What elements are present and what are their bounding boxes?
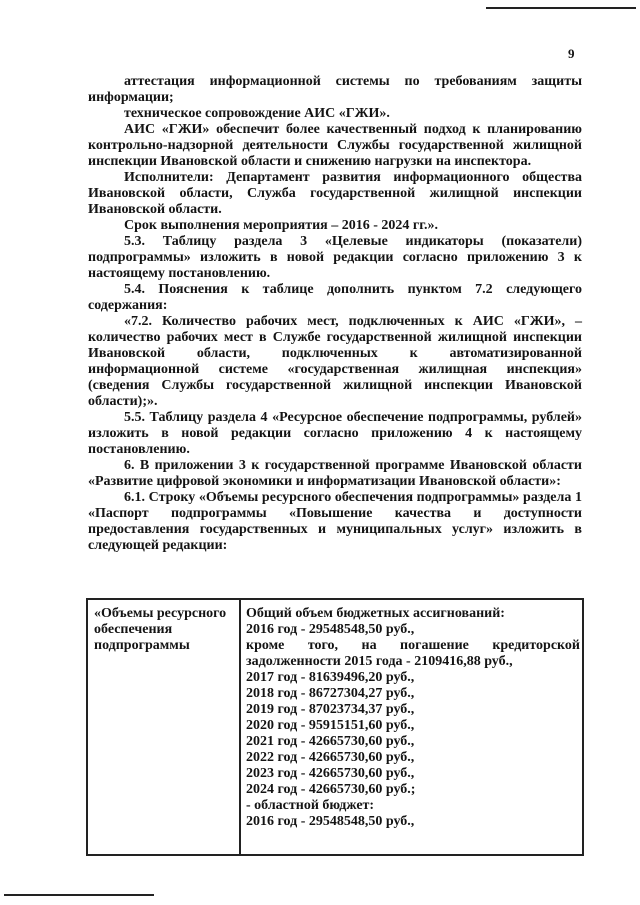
paragraph: «7.2. Количество рабочих мест, подключенных к АИС «ГЖИ», – количество рабочих мест в Службе государственной жилищной инспекции Ивановской области, подключенных к автоматизированной информационной системе «государственная жилищная инспекция» (сведения Службы государственной жилищной инспекции Ивановской области);».	[88, 314, 582, 409]
year-row: 2023 год - 42665730,60 руб.,	[246, 766, 415, 781]
year-row: 2021 год - 42665730,60 руб.,	[246, 734, 415, 749]
total-label: Общий объем бюджетных ассигнований:	[246, 606, 505, 621]
paragraph: АИС «ГЖИ» обеспечит более качественный подход к планированию контрольно-надзорной деятельности Службы государственной жилищной инспекции Ивановской области и снижению нагрузки на инспектора.	[88, 122, 582, 169]
paragraph: 5.5. Таблицу раздела 4 «Ресурсное обеспечение подпрограммы, рублей» изложить в новой редакции согласно приложению 4 к настоящему постановлению.	[88, 410, 582, 457]
year-row: 2024 год - 42665730,60 руб.;	[246, 782, 416, 797]
footer-rule	[4, 894, 154, 896]
funding-table	[86, 598, 584, 856]
paragraph: аттестация информационной системы по требованиям защиты информации;	[88, 74, 582, 105]
document-body	[88, 74, 582, 554]
year-row: 2018 год - 86727304,27 руб.,	[246, 686, 415, 701]
page-number: 9	[568, 46, 575, 61]
paragraph: Срок выполнения мероприятия – 2016 - 2024 гг.».	[124, 218, 439, 233]
year-row: 2017 год - 81639496,20 руб.,	[246, 670, 415, 685]
paragraph: 5.4. Пояснения к таблице дополнить пунктом 7.2 следующего содержания:	[88, 282, 582, 313]
paragraph: техническое сопровождение АИС «ГЖИ».	[124, 106, 390, 121]
table-right-cell	[246, 606, 580, 830]
year-row: 2019 год - 87023734,37 руб.,	[246, 702, 415, 717]
paragraph: 6. В приложении 3 к государственной программе Ивановской области «Развитие цифровой экономики и информатизации Ивановской области»:	[88, 458, 582, 489]
year-2016-row: 2016 год - 29548548,50 руб.,	[246, 622, 415, 637]
table-left-label: «Объемы ресурсного обеспечения подпрограммы	[94, 606, 227, 653]
header-rule	[486, 7, 636, 9]
regional-budget-label: - областной бюджет:	[246, 798, 375, 813]
paragraph: Исполнители: Департамент развития информационного общества Ивановской области, Служба государственной жилищной инспекции Ивановской области.	[88, 170, 582, 217]
table-column-divider	[239, 600, 241, 854]
year-row: 2022 год - 42665730,60 руб.,	[246, 750, 415, 765]
regional-2016-row: 2016 год - 29548548,50 руб.,	[246, 814, 415, 829]
paragraph: 5.3. Таблицу раздела 3 «Целевые индикаторы (показатели) подпрограммы» изложить в новой редакции согласно приложению 3 к настоящему постановлению.	[88, 234, 582, 281]
year-row: 2020 год - 95915151,60 руб.,	[246, 718, 415, 733]
paragraph: 6.1. Строку «Объемы ресурсного обеспечения подпрограммы» раздела 1 «Паспорт подпрограммы «Повышение качества и доступности предоставления государственных и муниципальных услуг» изложить в следующей редакции:	[88, 490, 582, 553]
debt-note: кроме того, на погашение кредиторской задолженности 2015 года - 2109416,88 руб.,	[246, 638, 580, 669]
